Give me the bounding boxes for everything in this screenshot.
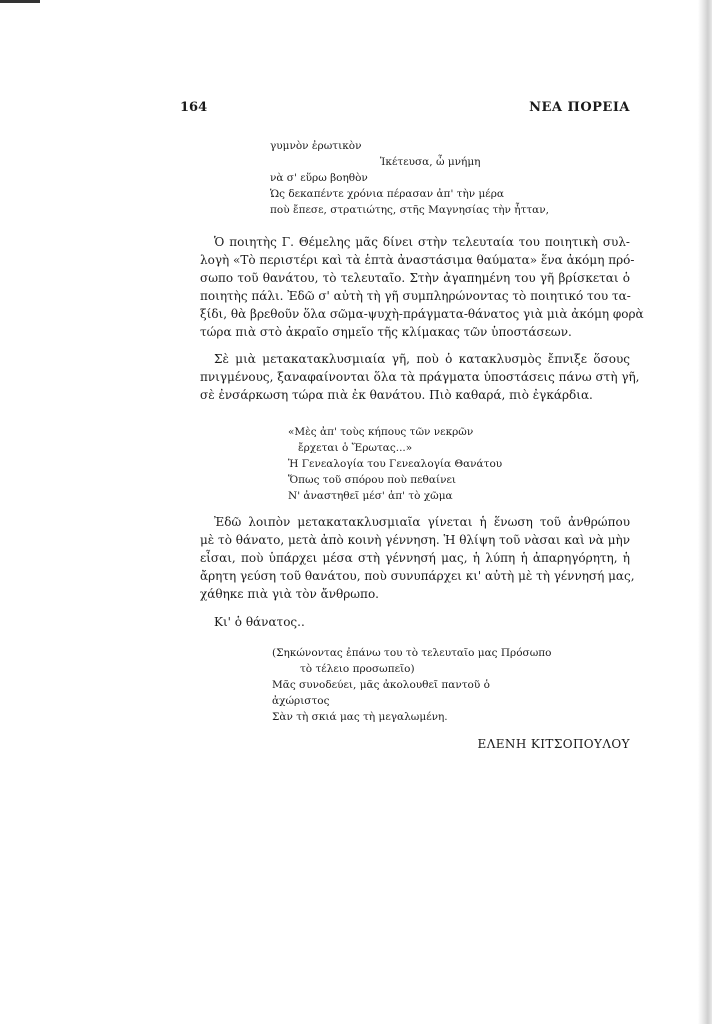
verse-quote-top xyxy=(270,138,630,218)
paragraph-4 xyxy=(200,613,630,631)
text-line: σωπο τοῦ θανάτου, τὸ τελευταῖο. Στὴν ἀγαπημένη του γῆ βρίσκεται ὁ xyxy=(200,271,630,285)
verse-quote-bottom xyxy=(272,645,602,725)
text-line: Σὲ μιὰ μετακατακλυσμιαία γῆ, ποὺ ὁ κατακλυσμὸς ἔπνιξε ὅσους xyxy=(214,352,630,366)
text-line: ποιητὴς πάλι. Ἐδῶ σ' αὐτὴ τὴ γῆ συμπληρώνοντας τὸ ποιητικό του τα- xyxy=(200,289,631,303)
text-line: ἄρητη γεύση τοῦ θανάτου, ποὺ συνυπάρχει κι' αὐτὴ μὲ τὴ γέννησή μας, xyxy=(200,569,635,583)
verse-line: Μᾶς συνοδεύει, μᾶς ἀκολουθεῖ παντοῦ ὁ xyxy=(272,679,490,691)
verse-quote-middle xyxy=(288,424,588,504)
page-number: 164 xyxy=(180,100,208,115)
verse-line: (Σηκώνοντας ἐπάνω του τὸ τελευταῖο μας Πρόσωπο xyxy=(272,647,552,659)
paragraph-3 xyxy=(200,513,635,603)
text-line: ξίδι, θὰ βρεθοῦν ὅλα σῶμα-ψυχὴ-πράγματα-θάνατος γιὰ μιὰ ἀκόμη φορὰ xyxy=(200,307,644,321)
verse-line: νὰ σ' εὕρω βοηθὸν xyxy=(270,172,368,184)
verse-line: Σὰν τὴ σκιά μας τὴ μεγαλωμένη. xyxy=(272,711,448,723)
verse-line: ποὺ ἔπεσε, στρατιώτης, στῆς Μαγνησίας τὴν ἧτταν, xyxy=(270,204,549,216)
verse-line: «Μὲς ἀπ' τοὺς κήπους τῶν νεκρῶν xyxy=(288,426,474,438)
text-line: λογὴ «Τὸ περιστέρι καὶ τὰ ἑπτὰ ἀναστάσιμα θαύματα» ἕνα ἀκόμη πρό- xyxy=(200,253,635,267)
verse-line: Ἱκέτευσα, ὦ μνήμη xyxy=(380,156,481,168)
verse-line: Ν' ἀναστηθεῖ μέσ' ἀπ' τὸ χῶμα xyxy=(288,490,453,502)
text-line: πνιγμένους, ξαναφαίνονται ὅλα τὰ πράγματα ὑποστάσεις πάνω στὴ γῆ, xyxy=(200,370,640,384)
running-title: ΝΕΑ ΠΟΡΕΙΑ xyxy=(529,100,630,115)
text-line: χάθηκε πιὰ γιὰ τὸν ἄνθρωπο. xyxy=(200,587,379,601)
paragraph-2 xyxy=(200,350,640,404)
verse-line: ἀχώριστος xyxy=(272,695,330,707)
verse-line: Ὡς δεκαπέντε χρόνια πέρασαν ἀπ' τὴν μέρα xyxy=(270,188,505,200)
text-line: μὲ τὸ θάνατο, μετὰ ἀπὸ κοινὴ γέννηση. Ἡ θλίψη τοῦ νὰσαι καὶ νὰ μὴν xyxy=(200,533,630,547)
text-line: Ἐδῶ λοιπὸν μετακατακλυσμιαῖα γίνεται ἡ ἕνωση τοῦ ἀνθρώπου xyxy=(214,515,630,529)
paragraph-1 xyxy=(200,233,644,341)
verse-line: τὸ τέλειο προσωπεῖο) xyxy=(300,663,415,675)
scan-edge-top xyxy=(0,0,40,3)
text-line: εἶσαι, ποὺ ὑπάρχει μέσα στὴ γέννησή μας, ἡ λύπη ἡ ἀπαρηγόρητη, ἡ xyxy=(200,551,630,565)
text-line: Ὁ ποιητὴς Γ. Θέμελης μᾶς δίνει στὴν τελευταία του ποιητικὴ συλ- xyxy=(214,235,630,249)
text-line: Κι' ὁ θάνατος.. xyxy=(214,615,305,629)
verse-line: Ἡ Γενεαλογία του Γενεαλογία Θανάτου xyxy=(288,458,503,470)
author-signature: ΕΛΕΝΗ ΚΙΤΣΟΠΟΥΛΟΥ xyxy=(477,737,630,751)
scan-edge-right xyxy=(698,0,712,1024)
verse-line: ἔρχεται ὁ Ἔρωτας...» xyxy=(298,442,413,454)
verse-line: Ὅπως τοῦ σπόρου ποὺ πεθαίνει xyxy=(288,474,457,486)
text-line: τώρα πιὰ στὸ ἀκραῖο σημεῖο τῆς κλίμακας τῶν ὑποστάσεων. xyxy=(200,325,572,339)
verse-line: γυμνὸν ἐρωτικὸν xyxy=(270,140,362,152)
page-header xyxy=(180,100,630,120)
text-line: σὲ ἐνσάρκωση τώρα πιὰ ἐκ θανάτου. Πιὸ καθαρά, πιὸ ἐγκάρδια. xyxy=(200,388,593,402)
